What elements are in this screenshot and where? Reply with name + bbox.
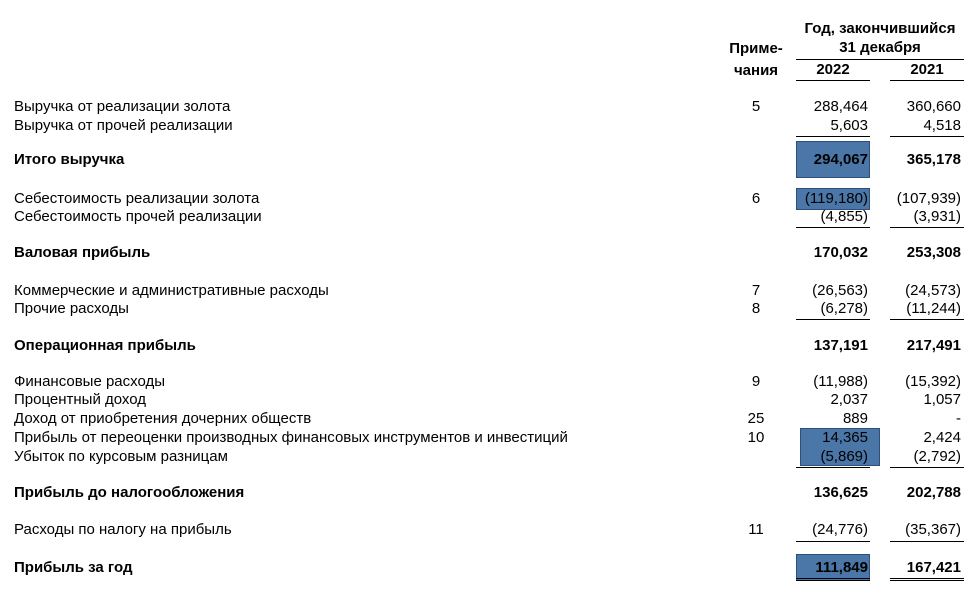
table-row-gross-profit: [0, 244, 974, 262]
table-row-finance-costs: [0, 373, 974, 391]
table-row-other-expenses: [0, 300, 974, 318]
subtotal-underline-2022: [796, 136, 870, 137]
table-row-fx-loss: [0, 448, 974, 466]
row-value-2022: (4,855): [820, 208, 868, 225]
subtotal-underline-2021: [890, 541, 964, 542]
row-value-2022: (11,988): [813, 373, 868, 390]
row-note: 5: [751, 98, 761, 115]
row-value-2021: (11,244): [906, 300, 961, 317]
row-value-2021: (24,573): [905, 282, 961, 299]
row-note: 25: [747, 410, 765, 427]
total-double-underline-2021: [890, 578, 964, 581]
row-note: 7: [751, 282, 761, 299]
notes-header-line2: чания: [733, 62, 779, 79]
row-value-2022: 14,365: [822, 429, 868, 446]
table-row-operating-profit: [0, 337, 974, 355]
row-value-2022: 889: [842, 410, 868, 427]
row-value-2021: 202,788: [906, 484, 961, 501]
row-note: 11: [748, 521, 764, 538]
row-value-2022: 288,464: [813, 98, 868, 115]
row-note: 8: [751, 300, 761, 317]
period-header-line1: Год, закончившийся: [804, 20, 956, 37]
row-value-2022: 136,625: [813, 484, 868, 501]
row-value-2022: 5,603: [830, 117, 868, 134]
subtotal-underline-2021: [890, 467, 964, 468]
row-label: Убыток по курсовым разницам: [14, 448, 228, 465]
row-note: 10: [747, 429, 765, 446]
table-row-cogs-gold: [0, 190, 974, 208]
table-row-profit-before-tax: [0, 484, 974, 502]
year-2021-underline: [890, 80, 964, 81]
subtotal-underline-2021: [890, 136, 964, 137]
row-value-2021: (3,931): [913, 208, 961, 225]
row-value-2021: -: [956, 410, 961, 427]
table-row-total-revenue: [0, 151, 974, 169]
row-label: Расходы по налогу на прибыль: [14, 521, 232, 538]
table-row-gold-revenue: [0, 98, 974, 116]
subtotal-underline-2021: [890, 227, 964, 228]
row-label: Прибыль от переоценки производных финансовых инструментов и инвестиций: [14, 429, 568, 446]
row-label: Коммерческие и административные расходы: [14, 282, 329, 299]
row-value-2022: 111,849: [815, 559, 868, 576]
row-value-2022: (24,776): [812, 521, 868, 538]
row-value-2021: 217,491: [906, 337, 961, 354]
row-value-2021: (35,367): [905, 521, 961, 538]
row-label: Итого выручка: [14, 151, 125, 168]
row-label: Прочие расходы: [14, 300, 129, 317]
row-label: Доход от приобретения дочерних обществ: [14, 410, 312, 427]
row-value-2021: 4,518: [923, 117, 961, 134]
row-value-2021: 1,057: [923, 391, 961, 408]
row-value-2021: 167,421: [906, 559, 961, 576]
row-value-2022: (26,563): [812, 282, 868, 299]
table-row-net-profit: [0, 559, 974, 577]
row-value-2022: 2,037: [830, 391, 868, 408]
row-value-2022: 137,191: [813, 337, 868, 354]
row-value-2021: 253,308: [906, 244, 961, 261]
row-value-2022: (6,278): [820, 300, 868, 317]
table-row-interest-income: [0, 391, 974, 409]
row-label: Операционная прибыль: [14, 337, 196, 354]
year-2021-header: 2021: [910, 61, 944, 78]
row-label: Финансовые расходы: [14, 373, 166, 390]
table-row-sga-expenses: [0, 282, 974, 300]
row-value-2021: (107,939): [896, 190, 961, 207]
subtotal-underline-2022: [796, 467, 870, 468]
period-header-underline: [796, 59, 964, 60]
row-value-2022: (5,869): [820, 448, 868, 465]
row-label: Себестоимость реализации золота: [14, 190, 260, 207]
table-row-other-revenue: [0, 117, 974, 135]
row-value-2021: 365,178: [906, 151, 961, 168]
row-value-2022: (119,180): [804, 190, 868, 207]
table-row-revaluation-gain: [0, 429, 974, 447]
subtotal-underline-2022: [796, 541, 870, 542]
subtotal-underline-2022: [796, 227, 870, 228]
row-label: Прибыль за год: [14, 559, 133, 576]
row-value-2021: 360,660: [906, 98, 961, 115]
table-row-acquisition-gain: [0, 410, 974, 428]
row-value-2022: 294,067: [813, 151, 868, 168]
row-value-2021: (2,792): [913, 448, 961, 465]
year-2022-underline: [796, 80, 870, 81]
period-header-line2: 31 декабря: [839, 39, 921, 56]
row-label: Выручка от реализации золота: [14, 98, 231, 115]
row-label: Себестоимость прочей реализации: [14, 208, 262, 225]
notes-header-line1: Приме-: [729, 40, 783, 57]
row-value-2021: 2,424: [923, 429, 961, 446]
subtotal-underline-2022: [796, 319, 870, 320]
row-value-2022: 170,032: [813, 244, 868, 261]
row-label: Валовая прибыль: [14, 244, 151, 261]
row-label: Прибыль до налогообложения: [14, 484, 245, 501]
total-double-underline-2022: [796, 578, 870, 581]
row-label: Процентный доход: [14, 391, 147, 408]
subtotal-underline-2021: [890, 319, 964, 320]
row-value-2021: (15,392): [905, 373, 961, 390]
row-note: 6: [751, 190, 761, 207]
table-row-cogs-other: [0, 208, 974, 226]
row-note: 9: [751, 373, 761, 390]
row-label: Выручка от прочей реализации: [14, 117, 233, 134]
table-row-income-tax: [0, 521, 974, 539]
year-2022-header: 2022: [816, 61, 850, 78]
